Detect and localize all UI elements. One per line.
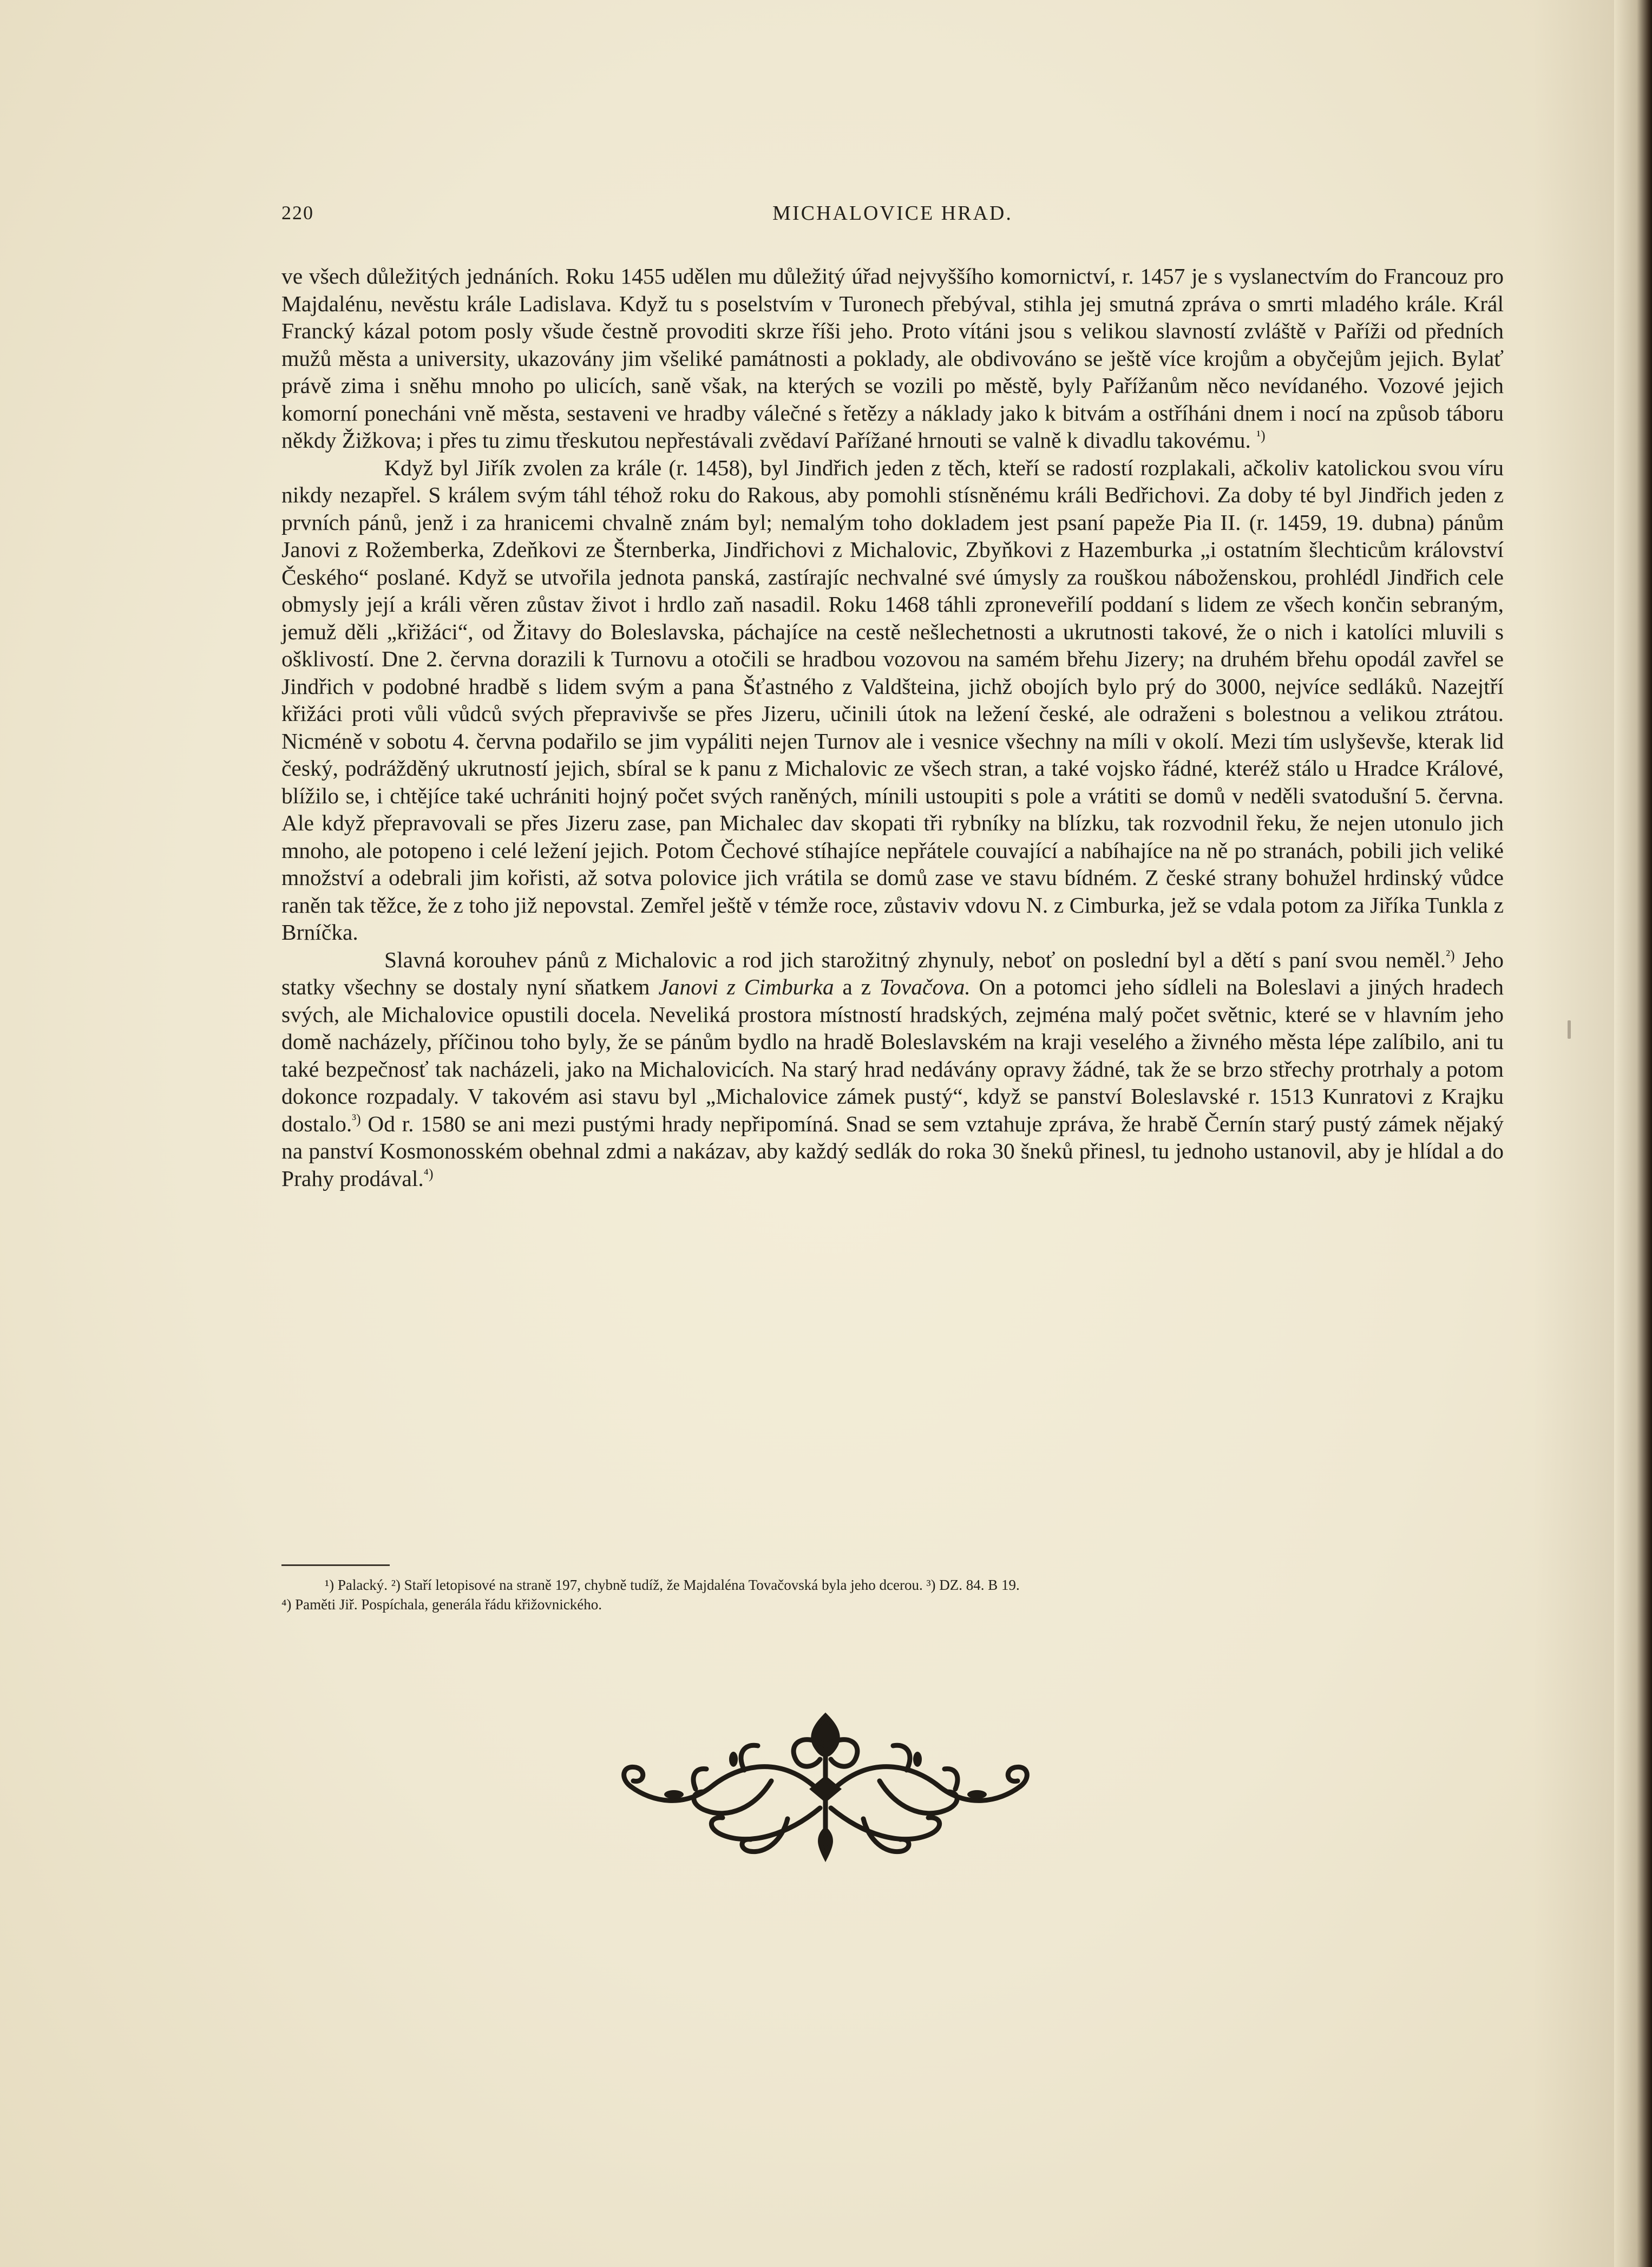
footnote-ref-4: ⁴) xyxy=(423,1165,434,1182)
footnote-rule xyxy=(281,1564,390,1566)
paragraph-3 xyxy=(281,946,1504,1193)
paragraph-1-text: ve všech důležitých jednáních. Roku 1455 udělen mu důležitý úřad nejvyššího komornictví, r. 1457 je s vyslanectvím do Francouz pro Majdalénu, nevěstu krále Ladislava. Když tu s poselstvím v Turonech přebýval, stihla jej smutná zpráva o smrti mladého krále. Král Francký kázal potom posly všude čestně provoditi skrze říši jeho. Proto vítáni jsou s velikou slavností zvláště v Paříži od předních mužů města a university, ukazovány jim všeliké památnosti a poklady, ale obdivováno se ještě více krojům a obyčejům jejich. Bylať právě zima i sněhu mnoho po ulicích, saně však, na kterých se vozili po městě, byly Pařížanům něco nevídaného. Vozové jejich komorní ponecháni vně města, sestaveni ve hradby válečné s řetězy a náklady jako k bitvám a ostříháni dnem i nocí na způsob táboru někdy Žižkova; i přes tu zimu třeskutou nepřestávali zvědaví Pařížané hrnouti se valně k divadlu takovému. xyxy=(281,264,1504,453)
fleuron-ornament xyxy=(609,1694,1042,1873)
body-text xyxy=(281,263,1504,1192)
footnote-line-1: ¹) Palacký. ²) Staří letopisové na straně 197, chybně tudíž, že Majdaléna Tovačovská byla jeho dcerou. ³) DZ. 84. B 19. xyxy=(325,1577,1020,1593)
page-binding-edge xyxy=(1614,0,1652,2267)
running-title: MICHALOVICE HRAD. xyxy=(772,202,1013,225)
paragraph-1 xyxy=(281,263,1504,454)
paragraph-3-text-d: On a potomci jeho sídleli na Boleslavi a jiných hradech svých, ale Michalovice opustili docela. Neveliká prostora místností hradských, zejména malý počet světnic, které se v hlavním jeho domě nacházely, příčinou toho byly, že se pánům bydlo na hradě Boleslavském na kraji veselého a živného města lépe zalíbilo, ani tu také bezpečnosť tak nacházeli, jako na Michalovicích. Na starý hrad nedávány opravy žádné, tak že se brzo střechy protrhaly a potom dokonce rozpadaly. V takovém asi stavu byl „Michalovice zámek pustý“, když se panství Boleslavské r. 1513 Kunratovi z Krajku dostalo. xyxy=(281,974,1504,1136)
page-header xyxy=(281,201,1504,234)
footnote-ref-3: ³) xyxy=(352,1111,361,1127)
paragraph-3-text-e: Od r. 1580 se ani mezi pustými hrady nepřipomíná. Snad se sem vztahuje zpráva, že hrabě Černín starý pustý zámek nějaký na panství Kosmonosském obehnal zdmi a nakázav, aby každý sedlák do roka 30 šneků přinesl, tu jednoho ustanovil, aby je hlídal a do Prahy prodával. xyxy=(281,1111,1504,1191)
footnote-ref-2: ²) xyxy=(1446,947,1455,963)
footnote-ref-1: ¹) xyxy=(1256,428,1266,443)
page-edge-shadow xyxy=(1533,0,1614,2267)
page-number: 220 xyxy=(281,202,314,224)
footnote-line-2: ⁴) Paměti Jiř. Pospíchala, generála řádu křižovnického. xyxy=(281,1596,602,1613)
paragraph-3-text-b: Jeho statky všechny se dostaly nyní sňatkem xyxy=(281,947,1504,999)
paragraph-3-text-c: a z xyxy=(834,974,880,999)
footnotes xyxy=(281,1575,1504,1614)
paragraph-3-text-a: Slavná korouhev pánů z Michalovic a rod jich starožitný zhynuly, neboť on poslední byl a dětí s paní svou neměl. xyxy=(384,947,1446,972)
paragraph-2: Když byl Jiřík zvolen za krále (r. 1458), byl Jindřich jeden z těch, kteří se radostí rozplakali, ačkoliv katolickou svou víru nikdy nezapřel. S králem svým táhl téhož roku do Rakous, aby pomohli stísněnému králi Bedřichovi. Za doby té byl Jindřich jeden z prvních pánů, jenž i za hranicemi chvalně znám byl; nemalým toho dokladem jest psaní papeže Pia II. (r. 1459, 19. dubna) pánům Janovi z Rožemberka, Zdeňkovi ze Šternberka, Jindřichovi z Michalovic, Zbyňkovi z Hazemburka „i ostatním šlechticům království Českého“ poslané. Když se utvořila jednota panská, zastírajíc nechvalné své úmysly za rouškou náboženskou, prohlédl Jindřich cele obmysly její a králi věren zůstav život i hrdlo zaň nasadil. Roku 1468 táhli zproneveřilí poddaní s lidem ze všech končin sebraným, jemuž děli „křižáci“, od Žitavy do Boleslavska, páchajíce na cestě nešlechetnosti a ukrutnosti takové, že o nich i katolíci mluvili s ošklivostí. Dne 2. června dorazili k Turnovu a otočili se hradbou vozovou na samém břehu Jizery; na druhém břehu opodál zavřel se Jindřich v podobné hradbě s lidem svým a pana Šťastného z Valdšteina, jichž obojích bylo prý do 3000, nejvíce sedláků. Nazejtří křižáci proti vůli vůdců svých přepravivše se přes Jizeru, učinili útok na ležení české, ale odraženi s bolestnou a velikou ztrátou. Nicméně v sobotu 4. června podařilo se jim vypáliti nejen Turnov ale i vesnice všechny na míli v okolí. Mezi tím uslyševše, kterak lid český, podrážděný ukrutností jejich, sbíral se k panu z Michalovic ze všech stran, a také vojsko řádné, kteréž stálo u Hradce Králové, blížilo se, i chtějíce také uchrániti hojný počet svých raněných, mínili ustoupiti s pole a vrátiti se domů v neděli svatodušní 5. června. Ale když přepravovali se přes Jizeru zase, pan Michalec dav skopati tři rybníky na blízku, tak rozvodnil řeku, že nejen utonulo jich mnoho, ale potopeno i celé ležení jejich. Potom Čechové stíhajíce nepřátele couvající a nabíhajíce na ně po stranách, pobili jich veliké množství a odebrali jim kořisti, až sotva polovice jich vrátila se domů zase ve stavu bídném. Z české strany bohužel hrdinský vůdce raněn tak těžce, že z toho již nepovstal. Zemřel ještě v témže roce, zůstaviv vdovu N. z Cimburka, jež se vdala potom za Jiříka Tunkla z Brníčka. xyxy=(281,455,1504,945)
paper-speck xyxy=(1568,1020,1571,1039)
italic-name-janovi: Janovi z Cimburka xyxy=(658,974,834,999)
italic-name-tovacova: Tovačova. xyxy=(879,974,971,999)
